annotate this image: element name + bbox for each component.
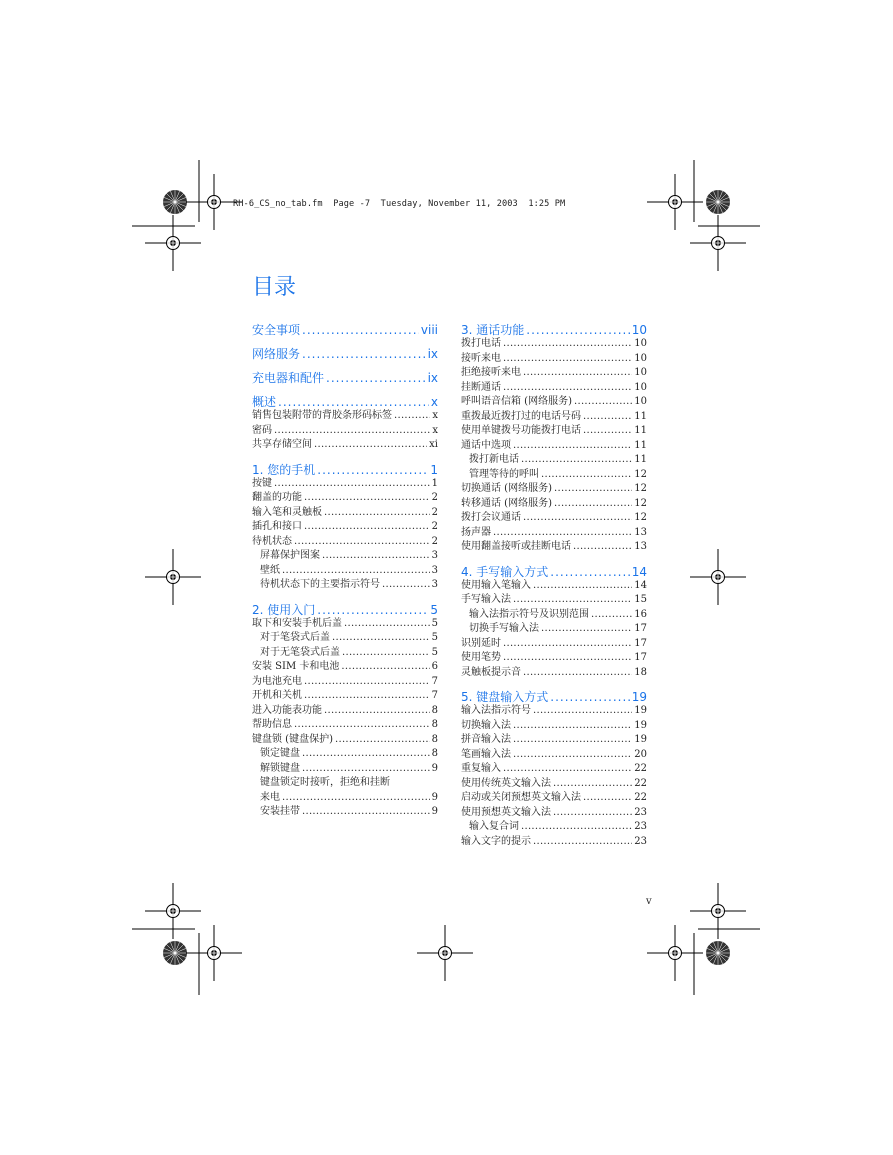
toc-entry[interactable] — [461, 666, 647, 681]
page-title: 目录 — [252, 275, 297, 300]
toc-entry[interactable] — [461, 410, 647, 425]
toc-entry[interactable] — [461, 395, 647, 410]
toc-label: 帮助信息 — [252, 719, 292, 730]
toc-page-number: 10 — [634, 338, 647, 349]
toc-page-number: 17 — [634, 637, 647, 649]
toc-label: 通话中选项 — [461, 439, 511, 451]
toc-page-number: 14 — [631, 564, 647, 579]
toc-left-column — [252, 321, 438, 820]
toc-label: 屏幕保护图案 — [260, 550, 320, 561]
dot-leader — [294, 535, 430, 550]
toc-label: 对于无笔袋式后盖 — [260, 646, 340, 658]
toc-page-number: 20 — [634, 748, 647, 760]
toc-label: 待机状态 — [252, 535, 292, 547]
toc-entry[interactable] — [461, 637, 647, 652]
toc-page-number: 19 — [631, 690, 647, 704]
toc-label: 来电 — [260, 791, 280, 803]
dot-leader — [513, 439, 632, 454]
toc-entry[interactable] — [461, 579, 647, 594]
toc-label: 重复输入 — [461, 763, 501, 774]
toc-label: 进入功能表功能 — [252, 704, 322, 716]
toc-entry[interactable] — [461, 806, 647, 821]
toc-label: 概述 — [252, 395, 277, 409]
toc-page-number: 23 — [634, 806, 647, 818]
toc-page-number: 11 — [634, 410, 647, 422]
toc-label: 使用单键拨号功能拨打电话 — [461, 425, 581, 436]
dot-leader — [302, 347, 426, 361]
toc-page-number: 5 — [430, 602, 438, 617]
toc-entry[interactable] — [461, 511, 647, 526]
toc-page-number: 15 — [634, 594, 647, 605]
toc-entry[interactable] — [461, 439, 647, 454]
toc-label: 安装 SIM 卡和电池 — [252, 661, 340, 672]
toc-page-number: 2 — [431, 506, 438, 518]
toc-subentry[interactable] — [252, 631, 438, 646]
dot-leader — [513, 748, 632, 763]
toc-label: 4. 手写输入方式 — [461, 564, 549, 579]
toc-entry[interactable] — [252, 718, 438, 733]
toc-label: 扬声器 — [461, 526, 491, 538]
toc-label: 共享存储空间 — [252, 439, 312, 450]
dot-leader — [324, 704, 430, 719]
dot-leader — [503, 651, 632, 666]
toc-entry[interactable] — [461, 748, 647, 763]
dot-leader — [314, 438, 427, 453]
toc-label: 拨打新电话 — [469, 454, 519, 465]
dot-leader — [302, 747, 430, 762]
toc-label: 密码 — [252, 424, 272, 436]
toc-entry[interactable] — [461, 337, 647, 352]
toc-page-number: 11 — [634, 454, 647, 465]
dot-leader — [503, 637, 632, 652]
toc-page-number: 6 — [431, 661, 438, 672]
toc-subentry[interactable] — [252, 564, 438, 579]
dot-leader — [394, 409, 430, 424]
dot-leader — [554, 497, 632, 512]
toc-right-column — [461, 321, 647, 849]
toc-page-number: 19 — [634, 705, 647, 716]
dot-leader — [326, 371, 426, 385]
dot-leader — [382, 578, 430, 593]
toc-entry[interactable] — [461, 835, 647, 850]
toc-label: 翻盖的功能 — [252, 492, 302, 503]
toc-page-number: 19 — [634, 719, 647, 731]
dot-leader — [503, 337, 632, 352]
toc-label: 使用输入笔输入 — [461, 579, 531, 591]
toc-page-number: 3 — [431, 579, 438, 590]
toc-page-number: 22 — [634, 777, 647, 789]
dot-leader — [523, 511, 632, 526]
toc-label: 灵触板提示音 — [461, 666, 521, 678]
toc-page-number: 22 — [634, 792, 647, 803]
dot-leader — [533, 579, 632, 594]
dot-leader — [553, 777, 632, 792]
dot-leader — [493, 526, 632, 541]
toc-entry[interactable] — [252, 477, 438, 492]
toc-entry[interactable] — [461, 381, 647, 396]
toc-page-number: 11 — [634, 425, 647, 436]
toc-page-number: 23 — [634, 835, 647, 847]
toc-page-number: 16 — [634, 608, 647, 620]
toc-label: 按键 — [252, 477, 272, 489]
toc-label: 安装挂带 — [260, 806, 300, 817]
toc-label: 待机状态下的主要指示符号 — [260, 579, 380, 590]
toc-page-number: 18 — [634, 666, 647, 678]
toc-label: 拨打电话 — [461, 338, 501, 349]
toc-page-number: 3 — [431, 550, 438, 561]
dot-leader — [342, 646, 430, 661]
toc-label: 呼叫语音信箱 (网络服务) — [461, 396, 572, 407]
toc-entry[interactable] — [461, 791, 647, 806]
dot-leader — [274, 477, 430, 492]
dot-leader — [583, 791, 632, 806]
toc-page-number: 10 — [631, 323, 647, 337]
dot-leader — [304, 520, 430, 535]
toc-entry[interactable] — [252, 506, 438, 521]
dot-leader — [550, 690, 629, 704]
toc-label: 使用笔势 — [461, 652, 501, 663]
toc-label: 3. 通话功能 — [461, 323, 525, 337]
toc-entry[interactable] — [461, 540, 647, 555]
dot-leader — [317, 603, 428, 617]
dot-leader — [550, 565, 629, 579]
dot-leader — [282, 564, 430, 579]
toc-label: 取下和安装手机后盖 — [252, 617, 342, 629]
toc-page-number: xi — [429, 439, 438, 450]
dot-leader — [294, 718, 430, 733]
toc-entry[interactable] — [461, 704, 647, 719]
toc-subentry[interactable] — [461, 468, 647, 483]
toc-label: 重拨最近拨打过的电话号码 — [461, 410, 581, 422]
toc-entry[interactable] — [461, 526, 647, 541]
toc-page-number: x — [432, 410, 438, 421]
toc-subentry[interactable] — [252, 549, 438, 564]
dot-leader — [513, 593, 632, 608]
toc-page-number: viii — [420, 323, 438, 337]
toc-page-number: 2 — [431, 535, 438, 547]
toc-page-number: 22 — [634, 763, 647, 774]
toc-label: 切换手写输入法 — [469, 623, 539, 634]
toc-label: 为电池充电 — [252, 675, 302, 687]
toc-label: 使用传统英文输入法 — [461, 777, 551, 789]
toc-entry[interactable] — [461, 719, 647, 734]
toc-page-number: 7 — [431, 675, 438, 687]
toc-page-number: 23 — [634, 821, 647, 832]
toc-page-number: x — [430, 395, 438, 409]
toc-label: 识别延时 — [461, 637, 501, 649]
toc-page-number: 13 — [634, 541, 647, 552]
toc-page-number: 12 — [634, 512, 647, 523]
toc-entry[interactable] — [252, 617, 438, 632]
toc-page-number: 5 — [431, 632, 438, 643]
toc-entry[interactable] — [461, 352, 647, 367]
toc-label: 开机和关机 — [252, 690, 302, 701]
toc-label: 输入法指示符号及识别范围 — [469, 608, 589, 620]
toc-label: 键盘锁 (键盘保护) — [252, 733, 333, 745]
dot-leader — [533, 835, 632, 850]
toc-page-number: 1 — [431, 477, 438, 489]
dot-leader — [274, 424, 430, 439]
toc-page-number: 5 — [431, 646, 438, 658]
toc-subentry[interactable] — [252, 578, 438, 593]
toc-label: 2. 使用入门 — [252, 602, 316, 617]
dot-leader — [523, 366, 632, 381]
toc-page-number: 13 — [634, 526, 647, 538]
dot-leader — [553, 806, 632, 821]
toc-label: 手写输入法 — [461, 594, 511, 605]
toc-page-number: 1 — [430, 462, 438, 477]
toc-entry[interactable] — [461, 777, 647, 792]
toc-subentry[interactable] — [252, 747, 438, 762]
toc-entry[interactable] — [252, 491, 438, 506]
dot-leader — [344, 617, 430, 632]
toc-label: 管理等待的呼叫 — [469, 468, 539, 480]
toc-page-number: 3 — [431, 564, 438, 576]
toc-page-number: 2 — [431, 521, 438, 532]
toc-section-heading[interactable] — [252, 601, 438, 617]
dot-leader — [503, 381, 632, 396]
toc-label: 使用翻盖接听或挂断电话 — [461, 541, 571, 552]
file-header-line: RH-6_CS_no_tab.fm Page -7 Tuesday, November 11, 2003 1:25 PM — [233, 199, 566, 209]
dot-leader — [583, 424, 632, 439]
toc-entry[interactable] — [461, 497, 647, 512]
toc-page-number: 14 — [634, 579, 647, 591]
toc-subentry[interactable] — [461, 820, 647, 835]
dot-leader — [302, 762, 430, 777]
dot-leader — [317, 463, 428, 477]
toc-entry[interactable] — [461, 762, 647, 777]
dot-leader — [332, 631, 430, 646]
toc-label: 输入法指示符号 — [461, 705, 531, 716]
toc-page-number: x — [432, 424, 438, 436]
toc-entry[interactable] — [252, 689, 438, 704]
toc-section-heading[interactable] — [252, 369, 438, 385]
toc-entry[interactable] — [461, 733, 647, 748]
toc-label: 输入笔和灵触板 — [252, 506, 322, 518]
toc-entry[interactable] — [252, 424, 438, 439]
toc-label: 销售包装附带的背胶条形码标签 — [252, 410, 392, 421]
toc-label: 转移通话 (网络服务) — [461, 497, 552, 509]
toc-entry[interactable] — [461, 424, 647, 439]
toc-label: 笔画输入法 — [461, 748, 511, 760]
dot-leader — [533, 704, 632, 719]
toc-entry[interactable] — [252, 438, 438, 453]
toc-subentry[interactable] — [252, 776, 438, 791]
toc-label: 输入复合词 — [469, 821, 519, 832]
dot-leader — [573, 540, 632, 555]
toc-page-number: 8 — [431, 733, 438, 745]
dot-leader — [282, 791, 430, 806]
toc-page-number: 9 — [431, 806, 438, 817]
toc-section-heading[interactable] — [461, 321, 647, 337]
toc-page-number: 10 — [634, 352, 647, 364]
toc-section-heading[interactable] — [252, 461, 438, 477]
dot-leader — [302, 323, 419, 337]
toc-page-number: 19 — [634, 734, 647, 745]
toc-label: 安全事项 — [252, 323, 301, 337]
toc-page-number: 10 — [634, 367, 647, 378]
toc-label: 对于笔袋式后盖 — [260, 632, 330, 643]
toc-page-number: 10 — [634, 396, 647, 407]
toc-label: 切换输入法 — [461, 719, 511, 731]
toc-section-heading[interactable] — [252, 321, 438, 337]
toc-entry[interactable] — [252, 660, 438, 675]
dot-leader — [513, 719, 632, 734]
toc-page-number: 5 — [431, 617, 438, 629]
toc-entry[interactable] — [252, 704, 438, 719]
toc-section-heading[interactable] — [461, 688, 647, 704]
toc-subentry[interactable] — [252, 762, 438, 777]
toc-page-number: 8 — [431, 748, 438, 759]
dot-leader — [304, 689, 430, 704]
toc-section-heading[interactable] — [252, 393, 438, 409]
toc-page-number: 12 — [634, 483, 647, 494]
dot-leader — [541, 468, 632, 483]
toc-page-number: 10 — [634, 381, 647, 393]
toc-label: 1. 您的手机 — [252, 462, 316, 477]
toc-page-number: 9 — [431, 762, 438, 774]
page-number: v — [646, 896, 652, 907]
dot-leader — [304, 675, 430, 690]
toc-section-heading[interactable] — [461, 563, 647, 579]
toc-label: 网络服务 — [252, 347, 301, 361]
dot-leader — [341, 660, 429, 675]
toc-entry[interactable] — [252, 733, 438, 748]
toc-label: 键盘锁定时接听，拒绝和挂断 — [260, 777, 390, 788]
toc-label: 拨打会议通话 — [461, 512, 521, 523]
toc-subentry[interactable] — [252, 805, 438, 820]
toc-label: 壁纸 — [260, 564, 280, 576]
toc-entry[interactable] — [252, 520, 438, 535]
toc-entry[interactable] — [461, 651, 647, 666]
toc-entry[interactable] — [252, 409, 438, 424]
toc-subentry[interactable] — [252, 791, 438, 806]
toc-label: 拼音输入法 — [461, 734, 511, 745]
dot-leader — [523, 666, 632, 681]
toc-label: 锁定键盘 — [260, 748, 300, 759]
toc-page-number: 2 — [431, 492, 438, 503]
toc-page-number: 8 — [431, 704, 438, 716]
toc-label: 挂断通话 — [461, 381, 501, 393]
toc-entry[interactable] — [461, 593, 647, 608]
toc-label: 输入文字的提示 — [461, 835, 531, 847]
toc-page-number: 7 — [431, 690, 438, 701]
toc-page-number: ix — [427, 347, 438, 361]
toc-entry[interactable] — [252, 675, 438, 690]
dot-leader — [541, 622, 632, 637]
dot-leader — [574, 395, 632, 410]
toc-page-number: 9 — [431, 791, 438, 803]
toc-page-number: 12 — [634, 497, 647, 509]
dot-leader — [304, 491, 430, 506]
toc-subentry[interactable] — [461, 622, 647, 637]
toc-page-number: 17 — [634, 623, 647, 634]
dot-leader — [322, 549, 430, 564]
toc-page-number: ix — [427, 371, 438, 385]
toc-label: 充电器和配件 — [252, 371, 325, 385]
toc-entry[interactable] — [461, 482, 647, 497]
toc-label: 插孔和接口 — [252, 521, 302, 532]
toc-label: 接听来电 — [461, 352, 501, 364]
toc-page-number: 11 — [634, 439, 647, 451]
toc-label: 使用预想英文输入法 — [461, 806, 551, 818]
dot-leader — [554, 482, 632, 497]
toc-page-number: 8 — [431, 719, 438, 730]
dot-leader — [521, 453, 632, 468]
dot-leader — [335, 733, 430, 748]
dot-leader — [302, 805, 430, 820]
toc-label: 切换通话 (网络服务) — [461, 483, 552, 494]
toc-subentry[interactable] — [461, 608, 647, 623]
toc-entry[interactable] — [461, 366, 647, 381]
toc-page-number: 17 — [634, 652, 647, 663]
toc-label: 拒绝接听来电 — [461, 367, 521, 378]
dot-leader — [583, 410, 632, 425]
toc-subentry[interactable] — [461, 453, 647, 468]
toc-label: 启动或关闭预想英文输入法 — [461, 792, 581, 803]
dot-leader — [503, 762, 632, 777]
toc-label: 5. 键盘输入方式 — [461, 690, 549, 704]
toc-label: 解锁键盘 — [260, 762, 300, 774]
dot-leader — [591, 608, 632, 623]
toc-section-heading[interactable] — [252, 345, 438, 361]
dot-leader — [503, 352, 632, 367]
dot-leader — [278, 395, 429, 409]
dot-leader — [324, 506, 430, 521]
toc-subentry[interactable] — [252, 646, 438, 661]
toc-page-number: 12 — [634, 468, 647, 480]
dot-leader — [513, 733, 632, 748]
dot-leader — [521, 820, 632, 835]
dot-leader — [526, 323, 629, 337]
toc-entry[interactable] — [252, 535, 438, 550]
